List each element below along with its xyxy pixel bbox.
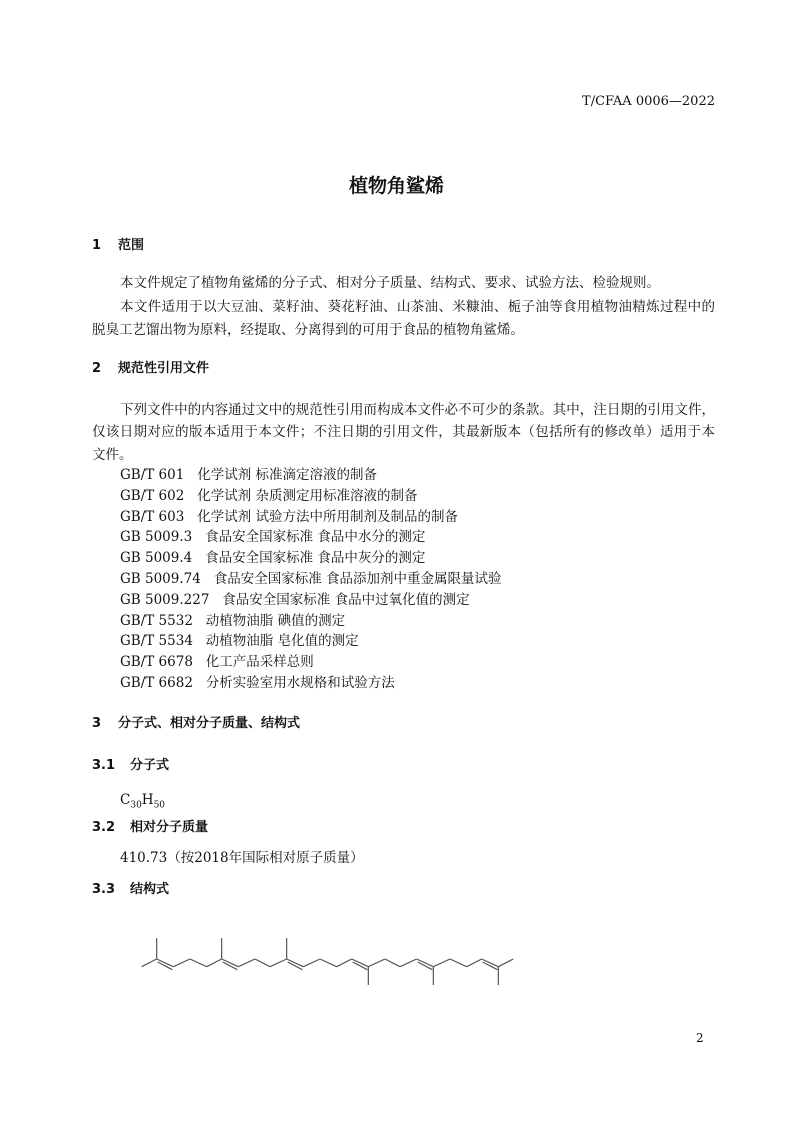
reference-title: 食品安全国家标准 食品中过氧化值的测定 — [222, 591, 470, 608]
page-title: 植物角鲨烯 — [348, 175, 444, 197]
reference-title: 食品安全国家标准 食品中水分的测定 — [205, 529, 426, 546]
paragraph-line: 文件。 — [92, 447, 133, 463]
bond — [173, 959, 190, 967]
subsection-3-1-heading: 3.1 分子式 — [92, 758, 170, 773]
section-1-heading: 1 范围 — [92, 238, 145, 253]
reference-title: 化学试剂 杂质测定用标准溶液的制备 — [197, 487, 418, 504]
section-2-heading: 2 规范性引用文件 — [92, 361, 210, 376]
reference-title: 食品安全国家标准 食品中灰分的测定 — [205, 550, 426, 567]
reference-title: 化学试剂 试验方法中所用制剂及制品的制备 — [197, 508, 458, 525]
reference-code: GB/T 6682 — [120, 675, 193, 691]
bond — [467, 959, 482, 967]
molecular-formula: $C_{30}H_{50}$ — [120, 792, 166, 811]
section-3-heading: 3 分子式、相对分子质量、结构式 — [92, 716, 301, 731]
reference-title: 化工产品采样总则 — [205, 654, 314, 671]
bond — [337, 959, 352, 967]
document-id: T/CFAA 0006—2022 — [582, 94, 715, 109]
subsection-3-3-heading: 3.3 结构式 — [92, 882, 170, 897]
paragraph-line: 仅该日期对应的版本适用于本文件；不注日期的引用文件，其最新版本（包括所有的修改单）适用于本 — [92, 424, 715, 440]
reference-title: 动植物油脂 皂化值的测定 — [205, 633, 359, 650]
bond — [320, 959, 337, 967]
reference-code: GB 5009.3 — [120, 529, 193, 546]
bond — [385, 959, 400, 967]
reference-code: GB/T 602 — [120, 487, 185, 504]
reference-title: 化学试剂 标准滴定溶液的制备 — [197, 467, 377, 483]
bond — [450, 959, 467, 967]
reference-code: GB/T 603 — [120, 508, 185, 525]
reference-code: GB/T 5534 — [120, 633, 193, 650]
reference-title: 食品安全国家标准 食品添加剂中重金属限量试验 — [213, 571, 502, 587]
reference-code: GB/T 5532 — [120, 612, 193, 629]
bond — [238, 959, 255, 967]
reference-code: GB/T 601 — [120, 467, 185, 483]
bond — [303, 959, 320, 967]
page-number: 2 — [696, 1031, 704, 1045]
paragraph-line: 下列文件中的内容通过文中的规范性引用而构成本文件必不可少的条款。其中，注日期的引用文件， — [120, 402, 715, 418]
paragraph-line: 脱臭工艺馏出物为原料，经提取、分离得到的可用于食品的植物角鲨烯。 — [92, 322, 524, 338]
reference-title: 动植物油脂 碘值的测定 — [205, 612, 346, 629]
bond — [190, 959, 207, 967]
reference-code: GB/T 6678 — [120, 654, 193, 671]
bond — [368, 959, 385, 967]
paragraph-line: 本文件适用于以大豆油、菜籽油、葵花籽油、山茶油、米糠油、栀子油等食用植物油精炼过程中的 — [120, 299, 715, 315]
molecular-weight: 410.73（按2018年国际相对原子质量） — [120, 850, 364, 866]
reference-code: GB 5009.227 — [120, 591, 210, 608]
paragraph-line: 本文件规定了植物角鲨烯的分子式、相对分子质量、结构式、要求、试验方法、检验规则。 — [120, 275, 660, 291]
bond — [142, 959, 157, 967]
bond — [498, 959, 513, 967]
subsection-3-2-heading: 3.2 相对分子质量 — [92, 820, 209, 835]
reference-title: 分析实验室用水规格和试验方法 — [205, 675, 395, 691]
bond — [255, 959, 270, 967]
bond — [270, 959, 287, 967]
bond — [433, 959, 450, 967]
bond — [207, 959, 222, 967]
bond — [400, 959, 417, 967]
reference-code: GB 5009.74 — [120, 571, 201, 587]
reference-code: GB 5009.4 — [120, 550, 193, 567]
